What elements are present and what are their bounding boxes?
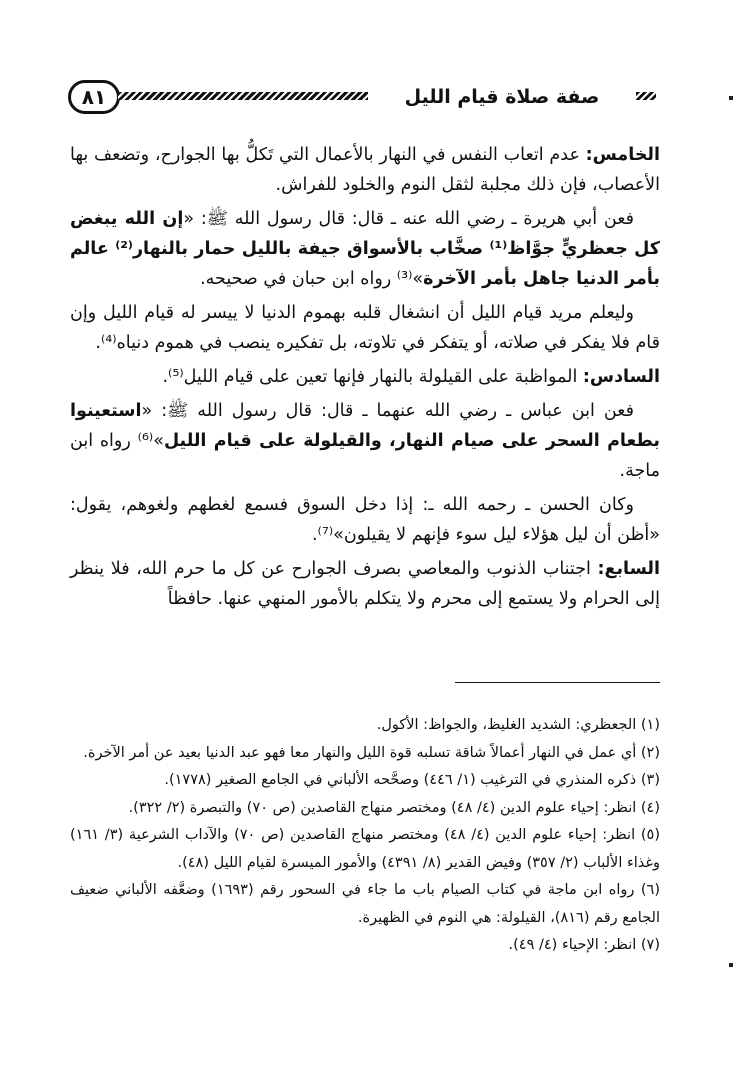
- paragraph-text: المواظبة على القيلولة بالنهار فإنها تعين على قيام الليل⁽⁵⁾.: [162, 367, 583, 387]
- footnote-2: (٢) أي عمل في النهار أعمالاً شاقة تسلبه قوة الليل والنهار معا فهو عبد الدنيا بعيد عن أمر الآخرة.: [83, 744, 660, 761]
- paragraph-hadith-abu-hurayra: [70, 204, 660, 294]
- running-title: صفة صلاة قيام الليل: [404, 86, 600, 108]
- footnote-1: (١) الجعظري: الشديد الغليظ، والجواظ: الأكول.: [376, 717, 660, 733]
- paragraph-hadith-ibn-abbas: [70, 396, 660, 486]
- footnote-7: (٧) انظر: الإحياء (٤/ ٤٩).: [508, 937, 660, 953]
- paragraph-text: اجتناب الذنوب والمعاصي بصرف الجوارح عن كل ما حرم الله، فلا ينظر إلى الحرام ولا يستمع إلى محرم ولا يتكلم بالأمور المنهي عنها. حافظاً: [70, 559, 660, 609]
- header-ornament-rule: [118, 92, 368, 100]
- paragraph-sixth: [70, 362, 660, 392]
- footnotes: [70, 712, 660, 960]
- paragraph-worldly-worries: [70, 298, 660, 358]
- section-lead-sixth: السادس:: [582, 367, 660, 387]
- paragraph-text: وكان الحسن ـ رحمه الله ـ: إذا دخل السوق فسمع لغطهم ولغوهم، يقول: «أظن أن ليل هؤلاء ليل سوء فإنهم لا يقيلون»⁽⁷⁾.: [70, 495, 660, 545]
- footnote-6: (٦) رواه ابن ماجة في كتاب الصيام باب ما جاء في السحور رقم (١٦٩٣) وضعَّفه الألباني ضعيف الجامع رقم (٨١٦)، القيلولة: هي النوم في الظهيرة.: [70, 882, 660, 926]
- paragraph-hasan-quote: [70, 490, 660, 550]
- hadith-text: استعينوا بطعام السحر على صيام النهار، والقيلولة على قيام الليل: [70, 401, 660, 451]
- scan-speck: [729, 963, 733, 967]
- paragraph-text: وليعلم مريد قيام الليل أن انشغال قلبه بهموم الدنيا لا ييسر له قيام الليل وإن قام فلا يفكر في صلاته، أو يتفكر في تلاوته، بل تفكيره ينصب في هموم دنياه⁽⁴⁾.: [70, 303, 660, 353]
- main-text: [70, 140, 660, 618]
- section-lead-seventh: السابع:: [597, 559, 660, 579]
- section-lead-fifth: الخامس:: [585, 145, 660, 165]
- hadith-intro: فعن أبي هريرة ـ رضي الله عنه ـ قال: قال رسول الله ﷺ: «: [183, 209, 634, 229]
- footnote-5: (٥) انظر: إحياء علوم الدين (٤/ ٤٨) ومختصر منهاج القاصدين (ص ٧٠) والآداب الشرعية (٣/ ١٦١) وغذاء الألباب (٢/ ٣٥٧) وفيض القدير (٨/ ٤٣٩١) والأمور الميسرة لقيام الليل (٤٨).: [70, 827, 660, 871]
- footnote-3: (٣) ذكره المنذري في الترغيب (١/ ٤٤٦) وصحَّحه الألباني في الجامع الصغير (١٧٧٨).: [164, 772, 660, 788]
- header-ornament-rule-end: [636, 92, 656, 100]
- paragraph-text: عدم اتعاب النفس في النهار بالأعمال التي تَكلُّ بها الجوارح، وتضعف بها الأعصاب، فإن ذلك مجلبة لثقل النوم والخلود للفراش.: [70, 145, 660, 195]
- footnote-divider: [455, 682, 660, 683]
- scan-speck: [729, 96, 733, 100]
- paragraph-fifth: [70, 140, 660, 200]
- page-header: [68, 80, 658, 116]
- hadith-intro: فعن ابن عباس ـ رضي الله عنهما ـ قال: قال رسول الله ﷺ: «: [141, 401, 634, 421]
- footnote-4: (٤) انظر: إحياء علوم الدين (٤/ ٤٨) ومختصر منهاج القاصدين (ص ٧٠) والتبصرة (٢/ ٣٢٢).: [128, 799, 660, 816]
- page-number: ٨١: [68, 80, 120, 114]
- paragraph-seventh: [70, 554, 660, 614]
- hadith-outro: »⁽⁶⁾ رواه ابن ماجة.: [70, 431, 660, 481]
- hadith-text: إن الله يبغض كل جعظريٍّ جوَّاظ⁽¹⁾ صخَّاب بالأسواق جيفة بالليل حمار بالنهار⁽²⁾ عالم بأمر الدنيا جاهل بأمر الآخرة: [70, 209, 660, 289]
- hadith-outro: »⁽³⁾ رواه ابن حبان في صحيحه.: [200, 269, 424, 289]
